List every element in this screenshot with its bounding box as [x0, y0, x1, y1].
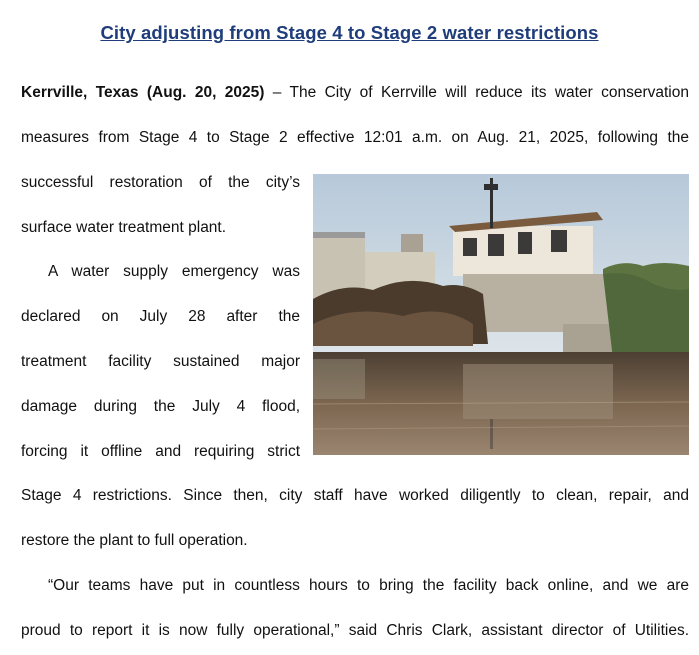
- flood-damaged-plant-photo: [313, 174, 689, 455]
- paragraph-line: [21, 83, 689, 103]
- paragraph-line: proud to report it is now fully operational,” said Chris Clark, assistant director of Utilities.: [21, 622, 689, 639]
- paragraph-line: measures from Stage 4 to Stage 2 effective 12:01 a.m. on Aug. 21, 2025, following the: [21, 129, 689, 146]
- paragraph-text: – The City of Kerrville will reduce its water conservation: [264, 84, 689, 101]
- paragraph-line: successful restoration of the city’s: [21, 174, 300, 191]
- paragraph-line: treatment facility sustained major: [21, 353, 300, 370]
- paragraph-line: forcing it offline and requiring strict: [21, 443, 300, 460]
- paragraph-line: A water supply emergency was: [48, 263, 300, 280]
- paragraph-line: “Our teams have put in countless hours to bring the facility back online, and we are: [48, 577, 689, 594]
- dateline: Kerrville, Texas (Aug. 20, 2025): [21, 84, 265, 101]
- headline: City adjusting from Stage 4 to Stage 2 water restrictions: [100, 22, 599, 43]
- paragraph-line: damage during the July 4 flood,: [21, 398, 300, 415]
- paragraph-line: declared on July 28 after the: [21, 308, 300, 325]
- paragraph-line: Stage 4 restrictions. Since then, city staff have worked diligently to clean, repair, and: [21, 487, 689, 504]
- paragraph-line: surface water treatment plant.: [21, 219, 227, 236]
- photo-illustration: [313, 174, 689, 455]
- building-reflection: [463, 364, 613, 419]
- paragraph-line: restore the plant to full operation.: [21, 532, 248, 549]
